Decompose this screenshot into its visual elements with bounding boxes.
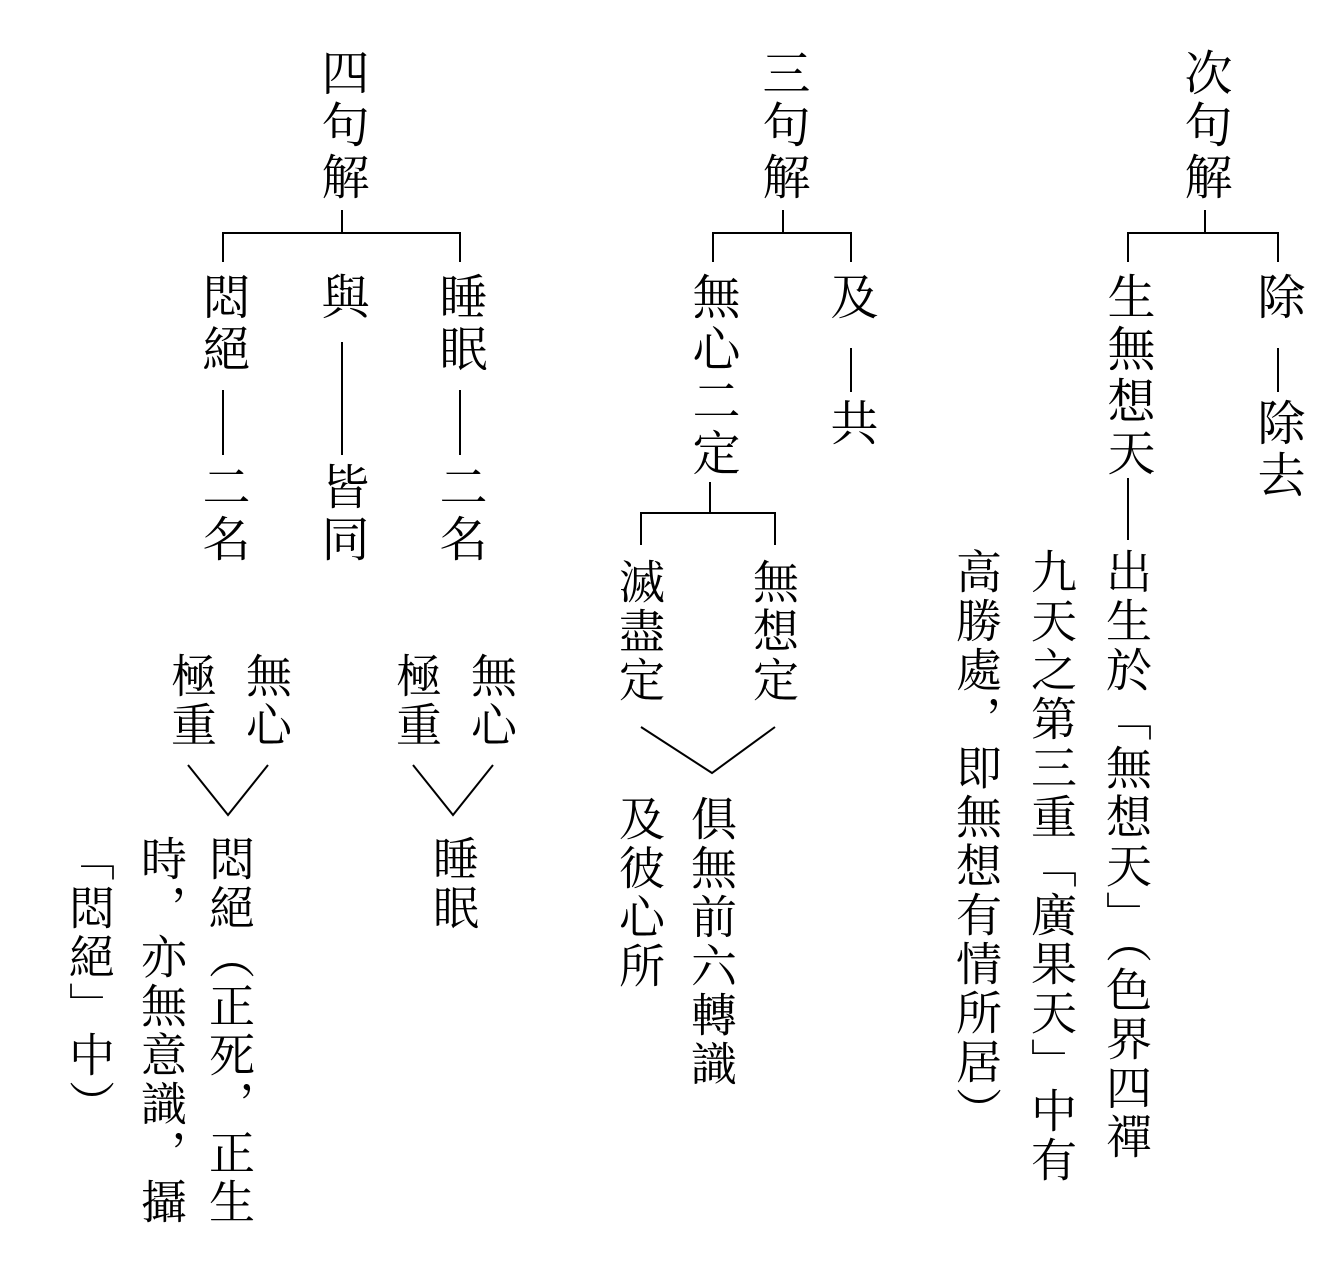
col3-branch-sleep: 睡眠 <box>431 272 487 376</box>
col3-branch-with: 與 <box>313 272 369 324</box>
col3-title: 四句解 <box>313 48 369 204</box>
col2-sub-no-thought: 無想定 <box>746 558 800 705</box>
col1-branch-born: 生無想天 <box>1099 272 1155 480</box>
col3-sleep-result: 睡眠 <box>426 835 480 933</box>
col3-faint-extreme: 極重 <box>164 652 218 750</box>
col3-branch-faint: 悶絕 <box>194 272 250 376</box>
col3-sleep-no-mind: 無心 <box>464 652 518 750</box>
col3-faint-note-1: 時，亦無意識，攝 <box>134 835 188 1227</box>
col1-note-line-2: 九天之第三重「廣果天」中有 <box>1024 548 1078 1185</box>
col3-sleep-extreme: 極重 <box>389 652 443 750</box>
col2-branch-and: 及 <box>822 272 878 324</box>
col2-branch-and-sub: 共 <box>822 398 878 450</box>
col3-branch-faint-sub: 二名 <box>194 462 250 566</box>
col2-merge-line-2: 及彼心所 <box>612 795 666 991</box>
col1-branch-remove: 除 <box>1249 272 1305 324</box>
col2-sub-cessation: 滅盡定 <box>612 558 666 705</box>
col1-branch-remove-sub: 除去 <box>1249 398 1305 502</box>
col2-merge-line-1: 俱無前六轉識 <box>684 795 738 1089</box>
col3-faint-result: 悶絕（正死，正生 <box>202 835 256 1227</box>
col1-note-line-1: 出生於「無想天」（色界四禪 <box>1099 548 1153 1162</box>
col3-branch-sleep-sub: 二名 <box>431 462 487 566</box>
col3-faint-note-2: 「悶絕」中） <box>62 835 116 1129</box>
col1-title: 次句解 <box>1176 48 1232 204</box>
col2-title: 三句解 <box>754 48 810 204</box>
col3-branch-with-sub: 皆同 <box>313 462 369 566</box>
col2-branch-two-samadhis: 無心二定 <box>684 272 740 480</box>
col1-note-line-3: 高勝處，即無想有情所居） <box>949 548 1003 1136</box>
col3-faint-no-mind: 無心 <box>239 652 293 750</box>
